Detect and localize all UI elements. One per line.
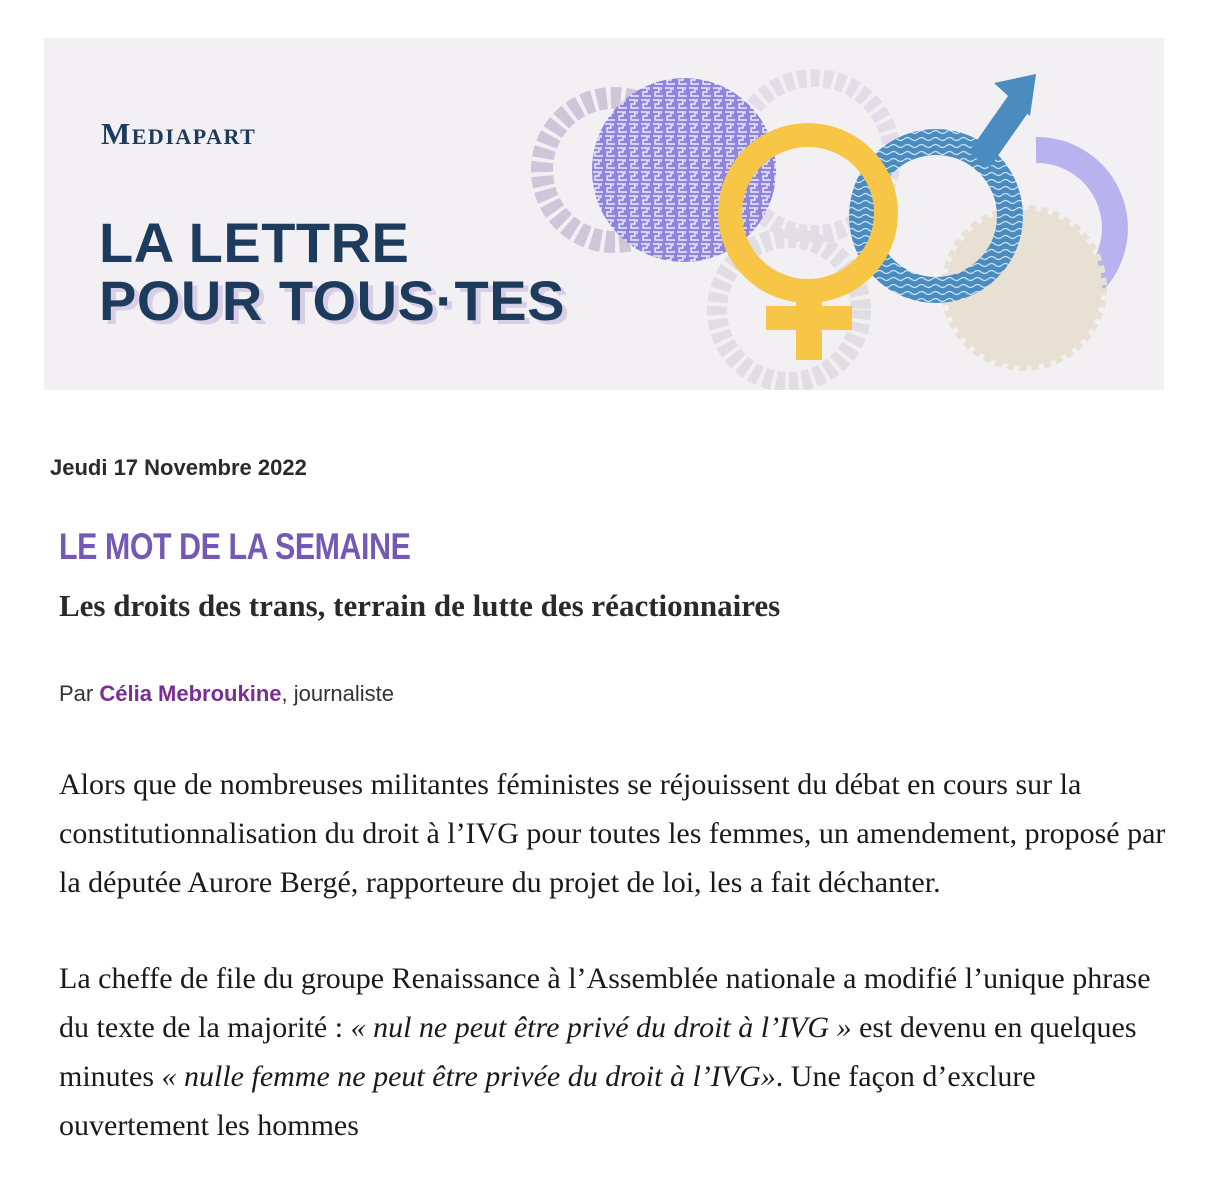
author-link[interactable]: Célia Mebroukine [99, 681, 282, 706]
paragraph-2 [59, 954, 1169, 1150]
brand-logo: Mediapart [101, 116, 257, 151]
gender-symbols-illustration [484, 38, 1164, 390]
byline-prefix: Par [59, 681, 100, 706]
newsletter-date: Jeudi 17 Novembre 2022 [50, 455, 307, 480]
headline-line-2: POUR TOUS·TES [99, 269, 565, 332]
quote-1: « nul ne peut être privé du droit à l’IVG » [350, 1011, 852, 1044]
article-title[interactable]: Les droits des trans, terrain de lutte des réactionnaires [59, 588, 781, 623]
section-kicker: LE MOT DE LA SEMAINE [59, 526, 411, 567]
paragraph-2-part-2: est devenu en quelques minutes [59, 1011, 1137, 1093]
quote-2: « nulle femme ne peut être privée du droit à l’IVG» [161, 1060, 776, 1093]
article-body [59, 760, 1169, 1197]
byline [59, 681, 394, 707]
headline-line-1: LA LETTRE [99, 211, 410, 274]
paragraph-2-part-3: . Une façon d’exclure ouvertement les hommes [59, 1060, 1036, 1142]
byline-suffix: , journaliste [281, 681, 395, 706]
paragraph-2-part-1: La cheffe de file du groupe Renaissance à l’Assemblée nationale a modifié l’unique phrase du texte de la majorité : [59, 962, 1151, 1044]
newsletter-banner [44, 38, 1164, 390]
paragraph-1: Alors que de nombreuses militantes féministes se réjouissent du débat en cours sur la constitutionnalisation du droit à l’IVG pour toutes les femmes, un amendement, proposé par la députée Aurore Bergé, rapporteure du projet de loi, les a fait déchanter. [59, 768, 1166, 899]
